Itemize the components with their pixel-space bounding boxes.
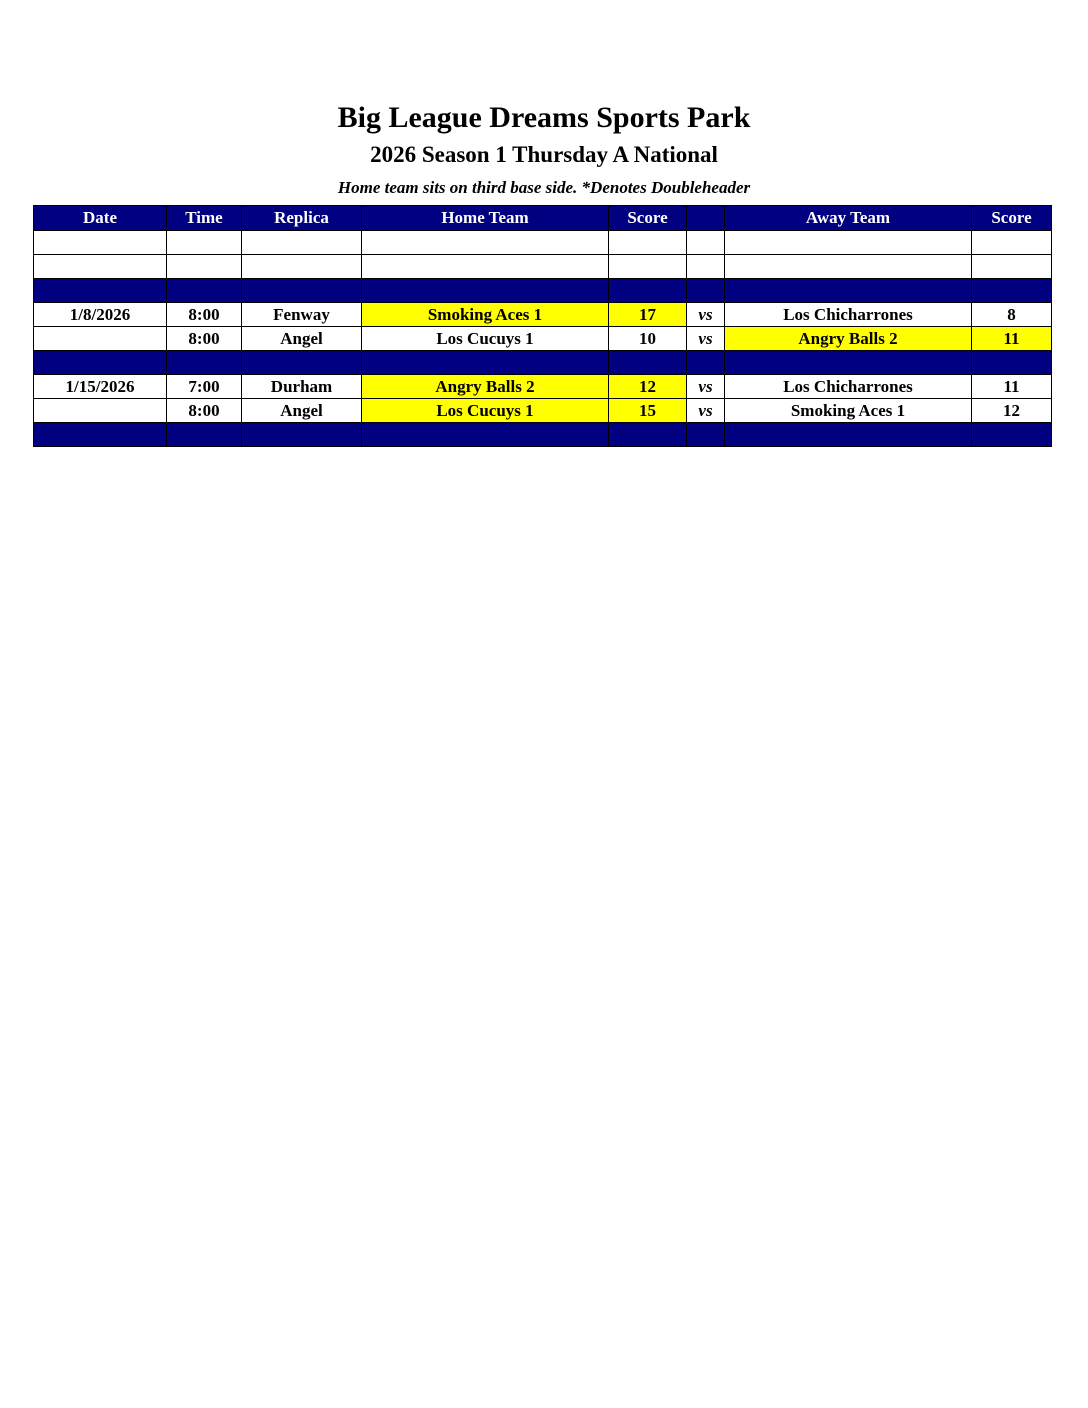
date-cell: [34, 231, 167, 255]
away-score-cell: [972, 351, 1052, 375]
home-score-cell: 17: [609, 303, 687, 327]
away-team-cell: Smoking Aces 1: [725, 399, 972, 423]
blank-row: [34, 255, 1052, 279]
time-cell: [167, 351, 242, 375]
vs-cell: [687, 279, 725, 303]
separator-row: [34, 351, 1052, 375]
away-score-cell: 11: [972, 375, 1052, 399]
time-cell: 8:00: [167, 327, 242, 351]
separator-row: [34, 279, 1052, 303]
replica-cell: Fenway: [242, 303, 362, 327]
time-cell: [167, 255, 242, 279]
replica-cell: [242, 423, 362, 447]
time-cell: [167, 279, 242, 303]
away-team-cell: Los Chicharrones: [725, 303, 972, 327]
column-header-home-score: Score: [609, 206, 687, 231]
away-score-cell: [972, 231, 1052, 255]
schedule-body: [34, 231, 1052, 447]
home-team-cell: [362, 351, 609, 375]
away-score-cell: 12: [972, 399, 1052, 423]
game-row: [34, 303, 1052, 327]
date-cell: [34, 423, 167, 447]
home-score-cell: 15: [609, 399, 687, 423]
away-team-cell: [725, 423, 972, 447]
away-score-cell: [972, 255, 1052, 279]
home-team-cell: Smoking Aces 1: [362, 303, 609, 327]
home-score-cell: [609, 279, 687, 303]
vs-cell: vs: [687, 375, 725, 399]
time-cell: 7:00: [167, 375, 242, 399]
date-cell: 1/15/2026: [34, 375, 167, 399]
away-team-cell: Angry Balls 2: [725, 327, 972, 351]
replica-cell: [242, 231, 362, 255]
home-team-cell: [362, 279, 609, 303]
column-header-date: Date: [34, 206, 167, 231]
vs-cell: vs: [687, 399, 725, 423]
column-header-time: Time: [167, 206, 242, 231]
away-team-cell: [725, 231, 972, 255]
replica-cell: Durham: [242, 375, 362, 399]
home-team-cell: [362, 255, 609, 279]
replica-cell: Angel: [242, 327, 362, 351]
home-score-cell: [609, 423, 687, 447]
vs-cell: vs: [687, 303, 725, 327]
blank-row: [34, 231, 1052, 255]
replica-cell: [242, 279, 362, 303]
replica-cell: [242, 255, 362, 279]
date-cell: [34, 255, 167, 279]
home-team-cell: [362, 423, 609, 447]
time-cell: [167, 231, 242, 255]
separator-row: [34, 423, 1052, 447]
replica-cell: Angel: [242, 399, 362, 423]
home-score-cell: [609, 231, 687, 255]
game-row: [34, 375, 1052, 399]
home-score-cell: [609, 255, 687, 279]
column-header-vs: [687, 206, 725, 231]
game-row: [34, 327, 1052, 351]
page-title: Big League Dreams Sports Park: [337, 101, 751, 134]
away-team-cell: [725, 279, 972, 303]
vs-cell: [687, 255, 725, 279]
time-cell: 8:00: [167, 303, 242, 327]
home-score-cell: 12: [609, 375, 687, 399]
home-team-cell: Los Cucuys 1: [362, 399, 609, 423]
game-row: [34, 399, 1052, 423]
schedule-note: Home team sits on third base side. *Denotes Doubleheader: [337, 178, 751, 197]
away-score-cell: 11: [972, 327, 1052, 351]
date-cell: [34, 351, 167, 375]
column-header-replica: Replica: [242, 206, 362, 231]
away-team-cell: Los Chicharrones: [725, 375, 972, 399]
home-score-cell: 10: [609, 327, 687, 351]
column-header-away-score: Score: [972, 206, 1052, 231]
time-cell: 8:00: [167, 399, 242, 423]
home-team-cell: Angry Balls 2: [362, 375, 609, 399]
home-team-cell: [362, 231, 609, 255]
vs-cell: [687, 351, 725, 375]
away-score-cell: 8: [972, 303, 1052, 327]
column-header-home-team: Home Team: [362, 206, 609, 231]
home-team-cell: Los Cucuys 1: [362, 327, 609, 351]
away-score-cell: [972, 423, 1052, 447]
date-cell: [34, 399, 167, 423]
page-subtitle: 2026 Season 1 Thursday A National: [370, 142, 718, 167]
away-team-cell: [725, 351, 972, 375]
away-score-cell: [972, 279, 1052, 303]
home-score-cell: [609, 351, 687, 375]
vs-cell: [687, 231, 725, 255]
date-cell: [34, 327, 167, 351]
vs-cell: [687, 423, 725, 447]
header-row: [34, 206, 1052, 231]
replica-cell: [242, 351, 362, 375]
date-cell: [34, 279, 167, 303]
schedule-table: [33, 205, 1052, 447]
date-cell: 1/8/2026: [34, 303, 167, 327]
time-cell: [167, 423, 242, 447]
column-header-away-team: Away Team: [725, 206, 972, 231]
away-team-cell: [725, 255, 972, 279]
vs-cell: vs: [687, 327, 725, 351]
